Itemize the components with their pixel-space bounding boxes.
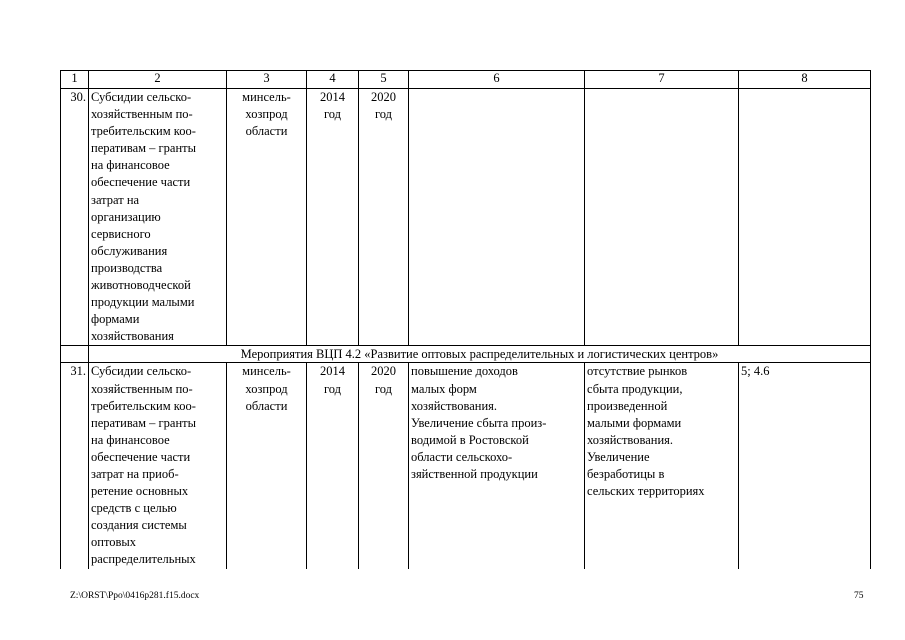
col-header-8: 8 <box>739 71 871 89</box>
text-line: на финансовое <box>91 432 170 447</box>
text-line: создания системы <box>91 518 187 533</box>
executor <box>227 89 307 346</box>
text-line: год <box>323 381 342 396</box>
end-year <box>359 89 409 346</box>
text-line: производства <box>91 260 163 275</box>
text-line: на финансовое <box>91 158 170 173</box>
section-empty-cell <box>61 346 89 363</box>
text-line: год <box>374 107 393 122</box>
text-line: Увеличение <box>587 449 650 464</box>
text-line: хозяйствования. <box>587 432 674 447</box>
text-line: затрат на приоб- <box>91 466 179 481</box>
text-line: безработицы в <box>587 466 665 481</box>
text-line: зяйственной продукции <box>411 466 538 481</box>
footer-page-number: 75 <box>854 591 864 601</box>
consequences <box>585 89 739 346</box>
measure-name <box>89 363 227 569</box>
text-line: обеспечение части <box>91 175 191 190</box>
text-line: хозяйственным по- <box>91 107 193 122</box>
text-line: требительским коо- <box>91 124 196 139</box>
end-year <box>359 363 409 569</box>
text-line: перативам – гранты <box>91 415 197 430</box>
text-line: организацию <box>91 209 161 224</box>
text-line: хозпрод <box>245 107 288 122</box>
text-line: хозяйственным по- <box>91 381 193 396</box>
text-line: минсель- <box>242 90 291 104</box>
start-year <box>307 89 359 346</box>
section-title: Мероприятия ВЦП 4.2 «Развитие оптовых распределительных и логистических центров» <box>89 346 871 363</box>
text-line: водимой в Ростовской <box>411 432 529 447</box>
text-line: 2014 <box>320 364 345 379</box>
indicator-link <box>739 363 871 569</box>
expected-result <box>409 89 585 346</box>
text-line: минсель- <box>242 364 291 379</box>
text-line: средств с целью <box>91 501 177 516</box>
text-line: повышение доходов <box>411 364 518 379</box>
measure-name <box>89 89 227 346</box>
text-line: сельских территориях <box>587 484 705 499</box>
text-line: год <box>323 107 342 122</box>
col-header-4: 4 <box>307 71 359 89</box>
text-line: перативам – гранты <box>91 141 197 156</box>
executor <box>227 363 307 569</box>
text-line: отсутствие рынков <box>587 364 688 379</box>
text-line: области <box>245 124 288 139</box>
text-line: год <box>374 381 393 396</box>
expected-result <box>409 363 585 569</box>
text-line: продукции малыми <box>91 295 195 310</box>
text-line: области <box>245 398 288 413</box>
text-line: Увеличение сбыта произ- <box>411 415 547 430</box>
text-line: ретение основных <box>91 484 189 499</box>
col-header-2: 2 <box>89 71 227 89</box>
section-row <box>61 346 871 363</box>
measures-table <box>60 70 871 569</box>
text-line: хозяйствования. <box>411 398 498 413</box>
text-line: 5; 4.6 <box>741 364 770 379</box>
col-header-6: 6 <box>409 71 585 89</box>
text-line: затрат на <box>91 192 140 207</box>
text-line: оптовых <box>91 535 137 550</box>
text-line: 2014 <box>320 90 345 104</box>
table-row <box>61 363 871 569</box>
text-line: малыми формами <box>587 415 682 430</box>
text-line: хозпрод <box>245 381 288 396</box>
column-number-row <box>61 71 871 89</box>
text-line: 2020 <box>371 364 396 379</box>
footer-file-path: Z:\ORST\Ppo\0416p281.f15.docx <box>70 591 200 601</box>
text-line: животноводческой <box>91 278 191 293</box>
text-line: области сельскохо- <box>411 449 513 464</box>
row-number: 31. <box>61 363 89 569</box>
col-header-7: 7 <box>585 71 739 89</box>
text-line: 2020 <box>371 90 396 104</box>
col-header-5: 5 <box>359 71 409 89</box>
text-line: сбыта продукции, <box>587 381 683 396</box>
start-year <box>307 363 359 569</box>
text-line: формами <box>91 312 140 327</box>
text-line: малых форм <box>411 381 477 396</box>
text-line: Субсидии сельско- <box>91 364 192 379</box>
text-line: произведенной <box>587 398 668 413</box>
text-line: сервисного <box>91 226 151 241</box>
text-line: обслуживания <box>91 243 168 258</box>
row-number: 30. <box>61 89 89 346</box>
text-line: Субсидии сельско- <box>91 90 192 104</box>
indicator-link <box>739 89 871 346</box>
text-line: хозяйствования <box>91 329 174 344</box>
text-line: обеспечение части <box>91 449 191 464</box>
consequences <box>585 363 739 569</box>
table-row <box>61 89 871 346</box>
text-line: распределительных <box>91 552 196 567</box>
col-header-3: 3 <box>227 71 307 89</box>
col-header-1: 1 <box>61 71 89 89</box>
text-line: требительским коо- <box>91 398 196 413</box>
